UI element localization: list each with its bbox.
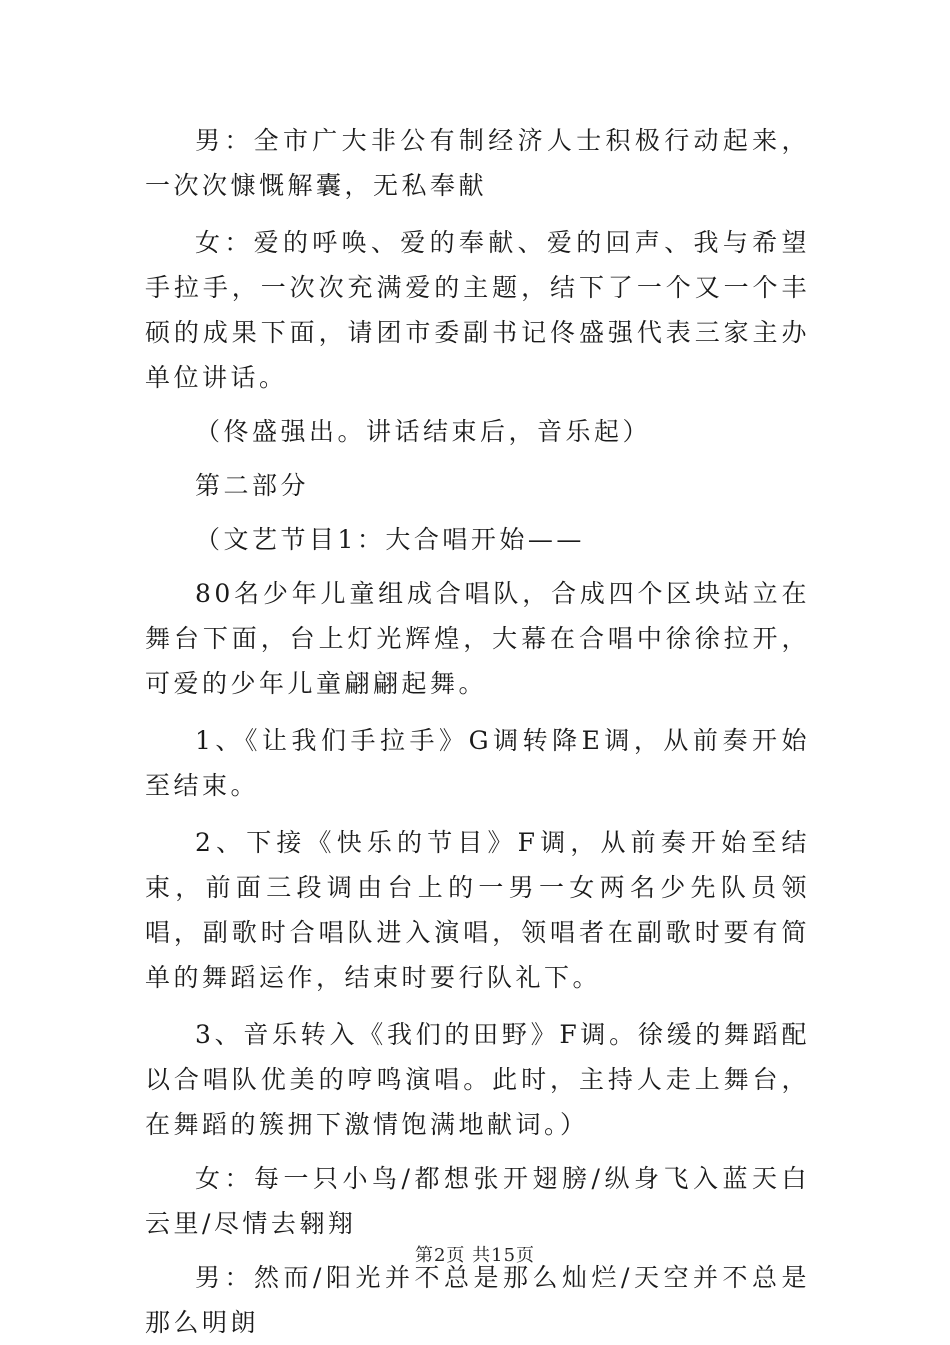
section-heading: 第二部分 — [195, 471, 310, 500]
paragraph: 2、下接《快乐的节目》F调，从前奏开始至结束，前面三段调由台上的一男一女两名少先队员领唱，副歌时合唱队进入演唱，领唱者在副歌时要有简单的舞蹈运作，结束时要行队礼下。 — [145, 828, 810, 992]
paragraph: 3、音乐转入《我们的田野》F调。徐缓的舞蹈配以合唱队优美的哼鸣演唱。此时，主持人走上舞台，在舞蹈的簇拥下激情饱满地献词。） — [145, 1020, 810, 1139]
paragraph: （文艺节目1：大合唱开始—— — [195, 525, 585, 554]
paragraph: 1、《让我们手拉手》G调转降E调，从前奏开始至结束。 — [145, 726, 810, 800]
paragraph: 男：然而/阳光并不总是那么灿烂/天空并不总是那么明朗 — [145, 1263, 810, 1337]
paragraph: 男：全市广大非公有制经济人士积极行动起来，一次次慷慨解囊，无私奉献 — [145, 126, 810, 200]
page-number-footer: 第2页 共15页 — [414, 1245, 536, 1266]
document-body — [145, 118, 810, 1345]
paragraph: （佟盛强出。讲话结束后，音乐起） — [195, 417, 652, 446]
paragraph: 80名少年儿童组成合唱队，合成四个区块站立在舞台下面，台上灯光辉煌，大幕在合唱中徐徐拉开，可爱的少年儿童翩翩起舞。 — [145, 579, 810, 698]
paragraph: 女：爱的呼唤、爱的奉献、爱的回声、我与希望手拉手，一次次充满爱的主题，结下了一个又一个丰硕的成果下面，请团市委副书记佟盛强代表三家主办单位讲话。 — [145, 228, 810, 392]
paragraph: 女：每一只小鸟/都想张开翅膀/纵身飞入蓝天白云里/尽情去翱翔 — [145, 1164, 810, 1238]
